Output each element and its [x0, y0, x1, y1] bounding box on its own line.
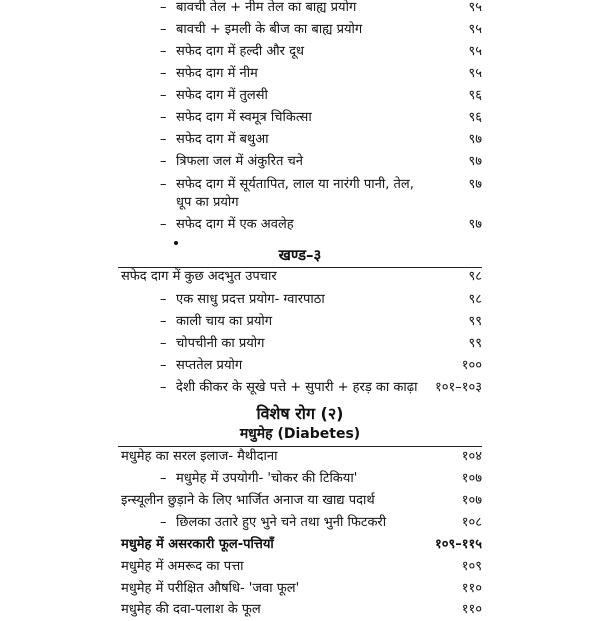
entry-page-number: ९९	[468, 314, 482, 329]
entry-dash: –	[160, 336, 167, 351]
entry-page-number: ९५	[468, 66, 482, 81]
entry-dash: –	[160, 132, 167, 147]
toc-entry	[0, 599, 600, 621]
entry-title: सफेद दाग में हल्दी और दूध	[176, 44, 305, 59]
entry-dash: –	[160, 380, 167, 395]
entry-title: सप्ततेल प्रयोग	[176, 358, 243, 373]
entry-dash: –	[160, 88, 167, 103]
entry-page-number: ९७	[468, 177, 482, 192]
toc-entry	[0, 333, 600, 355]
entry-title: मधुमेह में परीक्षित औषधि- 'जवा फूल'	[121, 581, 300, 596]
section-heading: खण्ड–३	[278, 246, 322, 264]
entry-dash: –	[160, 358, 167, 373]
section-subheading: मधुमेह (Diabetes)	[239, 426, 361, 442]
entry-page-number: ९८	[468, 269, 482, 284]
entry-title: सफेद दाग में स्वमूत्र चिकित्सा	[176, 110, 312, 125]
entry-title: धूप का प्रयोग	[176, 195, 239, 210]
toc-entry	[0, 151, 600, 173]
entry-page-number: ९५	[468, 22, 482, 37]
toc-entry	[0, 0, 600, 19]
toc-entry	[0, 355, 600, 377]
toc-entry	[0, 63, 600, 85]
entry-page-number: ९७	[468, 217, 482, 232]
entry-page-number: ९५	[468, 0, 482, 15]
entry-page-number: ९७	[468, 132, 482, 147]
entry-title: मधुमेह का सरल इलाज- मैथीदाना	[121, 449, 278, 464]
entry-title: सफेद दाग में कुछ अदभुत उपचार	[121, 269, 277, 284]
toc-entry-bold	[0, 534, 600, 556]
entry-dash: –	[160, 314, 167, 329]
entry-page-number: १०९–११५	[434, 537, 482, 552]
toc-entry	[0, 214, 600, 236]
entry-page-number: १०७	[461, 471, 482, 486]
section-heading: विशेष रोग (२)	[256, 404, 344, 423]
toc-entry	[0, 512, 600, 534]
entry-page-number: ९६	[468, 110, 482, 125]
entry-page-number: ९८	[468, 292, 482, 307]
entry-page-number: ९७	[468, 154, 482, 169]
entry-title: सफेद दाग में नीम	[176, 66, 258, 81]
entry-title: सफेद दाग में बथुआ	[176, 132, 269, 147]
entry-title: सफेद दाग में सूर्यतापित, लाल या नारंगी पानी, तेल,	[176, 177, 414, 192]
entry-page-number: १०८	[461, 515, 482, 530]
entry-title: मधुमेह में असरकारी फूल-पत्तियाँ	[121, 537, 274, 552]
entry-page-number: ९५	[468, 44, 482, 59]
toc-entry	[0, 19, 600, 41]
toc-entry	[0, 289, 600, 311]
toc-entry	[0, 468, 600, 490]
entry-dash: –	[160, 44, 167, 59]
entry-title: चोपचीनी का प्रयोग	[176, 336, 265, 351]
entry-page-number: १०७	[461, 493, 482, 508]
toc-main-entry	[0, 266, 600, 288]
entry-page-number: १०९	[461, 559, 482, 574]
entry-dash: –	[160, 154, 167, 169]
entry-dash: –	[160, 110, 167, 125]
entry-dash: –	[160, 66, 167, 81]
entry-title: मधुमेह की दवा-पलाश के फूल	[121, 602, 261, 617]
entry-page-number: १०१–१०३	[434, 380, 482, 395]
entry-dash: –	[160, 471, 167, 486]
toc-entry	[0, 377, 600, 399]
entry-dash: –	[160, 217, 167, 232]
entry-title: सफेद दाग में तुलसी	[176, 88, 268, 103]
entry-title: इन्स्यूलीन छुड़ाने के लिए भार्जित अनाज या खाद्य पदार्थ	[121, 493, 375, 508]
entry-title: काली चाय का प्रयोग	[176, 314, 273, 329]
entry-page-number: ९६	[468, 88, 482, 103]
entry-page-number: ९९	[468, 336, 482, 351]
entry-title: बावची + इमली के बीज का बाह्य प्रयोग	[176, 22, 363, 37]
entry-dash: –	[160, 515, 167, 530]
toc-entry-continuation	[0, 192, 600, 214]
toc-entry	[0, 129, 600, 151]
entry-title: छिलका उतारे हुए भुने चने तथा भुनी फिटकरी	[176, 515, 387, 530]
entry-page-number: १०४	[461, 449, 482, 464]
entry-dash: –	[160, 292, 167, 307]
entry-title: बावची तेल + नीम तेल का बाह्य प्रयोग	[176, 0, 357, 15]
toc-entry	[0, 85, 600, 107]
toc-entry	[0, 556, 600, 578]
toc-entry	[0, 311, 600, 333]
toc-entry	[0, 446, 600, 468]
entry-dash: –	[160, 22, 167, 37]
entry-page-number: ११०	[461, 581, 482, 596]
entry-dash: –	[160, 177, 167, 192]
entry-page-number: १००	[461, 358, 482, 373]
toc-entry	[0, 41, 600, 63]
entry-title: सफेद दाग में एक अवलेह	[176, 217, 294, 232]
entry-dash: –	[160, 0, 167, 15]
entry-title: देशी कीकर के सूखे पत्ते + सुपारी + हरड़ का काढ़ा	[176, 380, 418, 395]
entry-title: मधुमेह में अमरूद का पत्ता	[121, 559, 244, 574]
entry-title: त्रिफला जल में अंकुरित चने	[176, 154, 303, 169]
entry-page-number: ११०	[461, 602, 482, 617]
entry-title: एक साधु प्रदत्त प्रयोग- ग्वारपाठा	[176, 292, 325, 307]
toc-entry	[0, 578, 600, 600]
toc-entry	[0, 107, 600, 129]
toc-entry	[0, 490, 600, 512]
entry-title: मधुमेह में उपयोगी- 'चोकर की टिकिया'	[176, 471, 358, 486]
